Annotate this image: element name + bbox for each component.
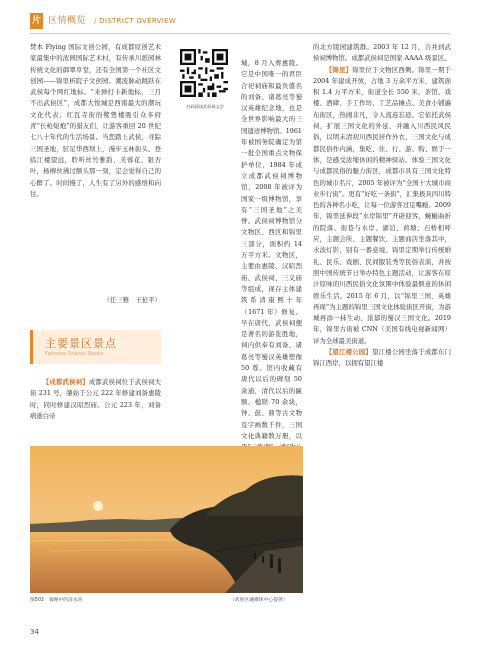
page-header bbox=[0, 0, 480, 42]
section-heading-en: Famous Scenic Spots bbox=[45, 351, 104, 357]
entry-tag-wuhouci: 【成都武侯祠】 bbox=[42, 378, 89, 386]
page-number: 34 bbox=[30, 628, 39, 636]
qr-caption: 扫码阅读武侯祠文学 bbox=[186, 104, 224, 109]
paragraph-wuhouci bbox=[30, 377, 161, 422]
paragraph-wuhouci-end: 的北方陵园建筑群。2003 年 12 月，合并到武侯祠博物馆。成都武侯祠是国家 AAAA 级景区。 bbox=[313, 43, 451, 63]
photo-river-at-dusk bbox=[30, 446, 303, 593]
header-divider bbox=[30, 33, 450, 34]
section-heading-zh: 主要景区景点 bbox=[45, 337, 117, 350]
photo-credit: （武侯区融媒体中心提供） bbox=[230, 598, 288, 603]
entry-tag-wangjianglou: 【望江楼公园】 bbox=[325, 348, 373, 357]
entry-text-wuhouci-cont: 城，8 月入葬惠陵。它是中国唯一的君臣合祀祠庙和最负盛名的刘备、诸葛亮等蜀汉英雄纪念地，也是全世界影响最大的三国遗迹博物馆。1961 年被国务院确定为第一批全国重点文物保护单位，1984 年成立成都武侯祠博物馆，2008 年被评为国家一级博物馆，享有“三国圣地”之美誉。武侯祠博物馆分文物区、西区和锦里三部分，面积约 14 万平方米。文物区，主要由惠陵、汉昭烈庙、武侯祠、三义庙等组成，现存主体建筑系清康熙十年（1671 年）修复。早在唐代，武侯祠便是著名的游览胜地，祠内供奉有刘备、诸葛亮等蜀汉英雄塑像 50 尊。馆内收藏有唐代以后的碑刻 50 余通，清代以后的匾额、楹联 70 余块，钟、鼓、鼎等古文物及字画数千件，三国文化典籍数万册，以 bbox=[241, 59, 302, 440]
section-heading bbox=[30, 330, 161, 364]
author-signature: （任三雅 王伦平） bbox=[103, 296, 161, 304]
entry-text-jinli: 锦里位于文物区西侧。锦里一期于 2004 年建成开放，占地 3 万余平方米，建筑面积 1.4 万平方米，街道全长 550 米，茶馆、戏楼、酒肆、手工作坊、工艺品摊点、美食小铺遍布街区，热闹非凡，令人流连忘返。它依托武侯祠，扩展三国文化的外延，并融入川西民风民俗，以明末清初川西民居作外衣，三国文化与成都民俗作内涵，集吃、住、行、游、购、娱于一体，是感受浓缩休闲的精神驿站。体验三国文化与成都民俗的魅力街区，成都市具有三国文化特色的城市名片，2005 年被评为“全国十大城市商业步行街”。更有“好吃一条街”，汇集极具四川特色的各种名小吃，让每一位游客过足嘴瘾。2009 年，锦里延伸段“水岸锦里”开辟迎客，蜿蜒曲折的院落、街巷与水岸、湖泊、荷塘、石桥相呼应，主题会所、主题餐饮、主题商店坐落其中，水波灯影，别有一番意境。锦里定期举行传统婚礼、民乐、戏剧、民间服装秀等民俗表演，并按照中国传统节日举办特色主题活动，让游客在原汁原味的川西民俗文化氛围中体验最惬意的休闲娱乐生活。2015 年 6 月，以“锦里三国，英雄再现”为主题的锦里三国文化体验街区开街，为游城再添一抹生动、浓郁的蜀汉三国文化。2019 年，锦里古街被 CNN（美国有线电视新闻网）评为全球最美街道。 bbox=[313, 65, 452, 345]
paragraph-jinli bbox=[313, 65, 451, 347]
section-title-zh: 区情概览 bbox=[48, 16, 87, 26]
section-title-en: / DISTRICT OVERVIEW bbox=[94, 17, 177, 25]
paragraph-wangjianglou bbox=[313, 347, 451, 370]
column-1-lower bbox=[30, 377, 161, 422]
photo-caption: 图502 暮晚中的清水河 bbox=[30, 598, 83, 603]
column-1 bbox=[30, 42, 161, 200]
entry-tag-jinli: 【锦里】 bbox=[325, 65, 353, 74]
paragraph-intro-continued: 焚本 Flying 国际文创公园，有成都原创艺术家最集中的浓园国际艺术村，有传承川派园林传统文化的御翠草堂，还有全国第一个社区文创园——锦里析院子文创园。潮流脉动跳跃在武侯每个网红地标。“来弹打卡新地标，三月不出武侯区”，成都大悦城是西南最大的潮玩文化代表；红瓦寺街的鹭鸶楼吸引众多府青“长枪短炮”的猎友们，让游客重回 20 世纪七八十年代的生活场景。当您踏上武侯，寻踪三国圣地，驻足华西坝上，漫步玉林街头、登临江楼望远，聆听丝竹雅韵、芙蓉花、银杏叶，杨柳丝拂过额头那一刻，定会觉得自己的心醉了。时间慢了，人生有了另外的感悟和向往。 bbox=[30, 43, 161, 198]
section-logo-icon: 片 bbox=[30, 13, 43, 29]
column-3 bbox=[313, 42, 451, 370]
entry-text-wuhouci: 成都武侯祠位于武侯祠大街 231 号，肇始于公元 222 年修建刘备惠陵时，同时修建汉昭烈庙。公元 223 年，刘备病逝白帝 bbox=[30, 378, 162, 420]
entry-text-wangjianglou: 望江楼公园坐落于成都东门锦江西岸，以拥有望江楼 bbox=[313, 348, 452, 368]
